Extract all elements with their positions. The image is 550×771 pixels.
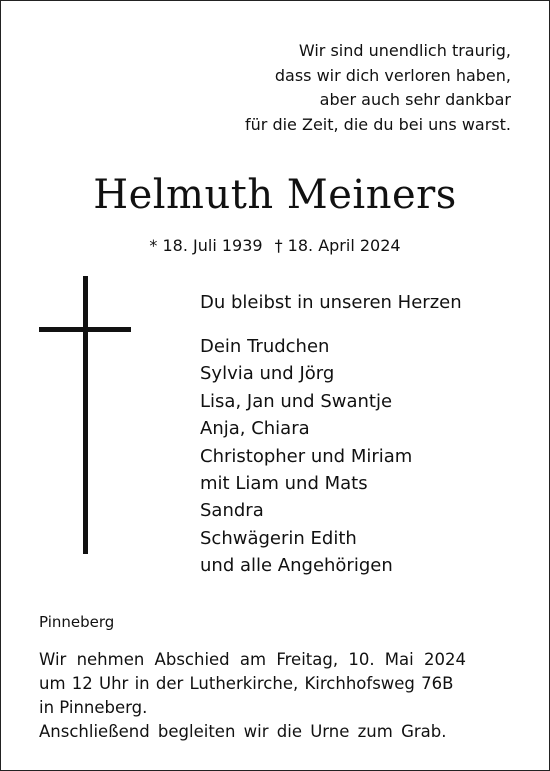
mourner-entry: Sylvia und Jörg	[200, 363, 335, 385]
mourner-entry: mit Liam und Mats	[200, 473, 368, 495]
birth-date: * 18. Juli 1939	[149, 236, 263, 255]
poem-line: Wir sind unendlich traurig,	[298, 41, 511, 60]
service-line: Wir nehmen Abschied am Freitag, 10. Mai 2024	[39, 650, 466, 669]
service-details	[39, 648, 466, 744]
poem-line: für die Zeit, die du bei uns warst.	[245, 114, 511, 134]
mourner-entry: Anja, Chiara	[200, 418, 310, 440]
deceased-name: Helmuth Meiners	[93, 172, 457, 218]
poem-line: dass wir dich verloren haben,	[274, 65, 511, 85]
mourners-list	[200, 333, 412, 580]
place-name: Pinneberg	[39, 613, 115, 631]
mourner-entry: Schwägerin Edith	[200, 527, 357, 549]
mourner-entry: und alle Angehörigen	[200, 555, 393, 577]
service-line: in Pinneberg.	[39, 698, 148, 717]
memorial-motto: Du bleibst in unseren Herzen	[200, 292, 462, 313]
mourner-entry: Dein Trudchen	[200, 336, 330, 357]
memorial-poem	[245, 39, 511, 137]
service-line: Anschließend begleiten wir die Urne zum Grab.	[39, 722, 447, 741]
death-date: † 18. April 2024	[274, 236, 401, 255]
life-dates	[1, 236, 549, 256]
poem-line: aber auch sehr dankbar	[319, 90, 511, 109]
cross-icon	[39, 276, 131, 554]
mourner-entry: Christopher und Miriam	[200, 445, 413, 467]
mourner-entry: Lisa, Jan und Swantje	[200, 390, 393, 412]
mourner-entry: Sandra	[200, 500, 264, 522]
service-line: um 12 Uhr in der Lutherkirche, Kirchhofsweg 76B	[39, 674, 454, 693]
